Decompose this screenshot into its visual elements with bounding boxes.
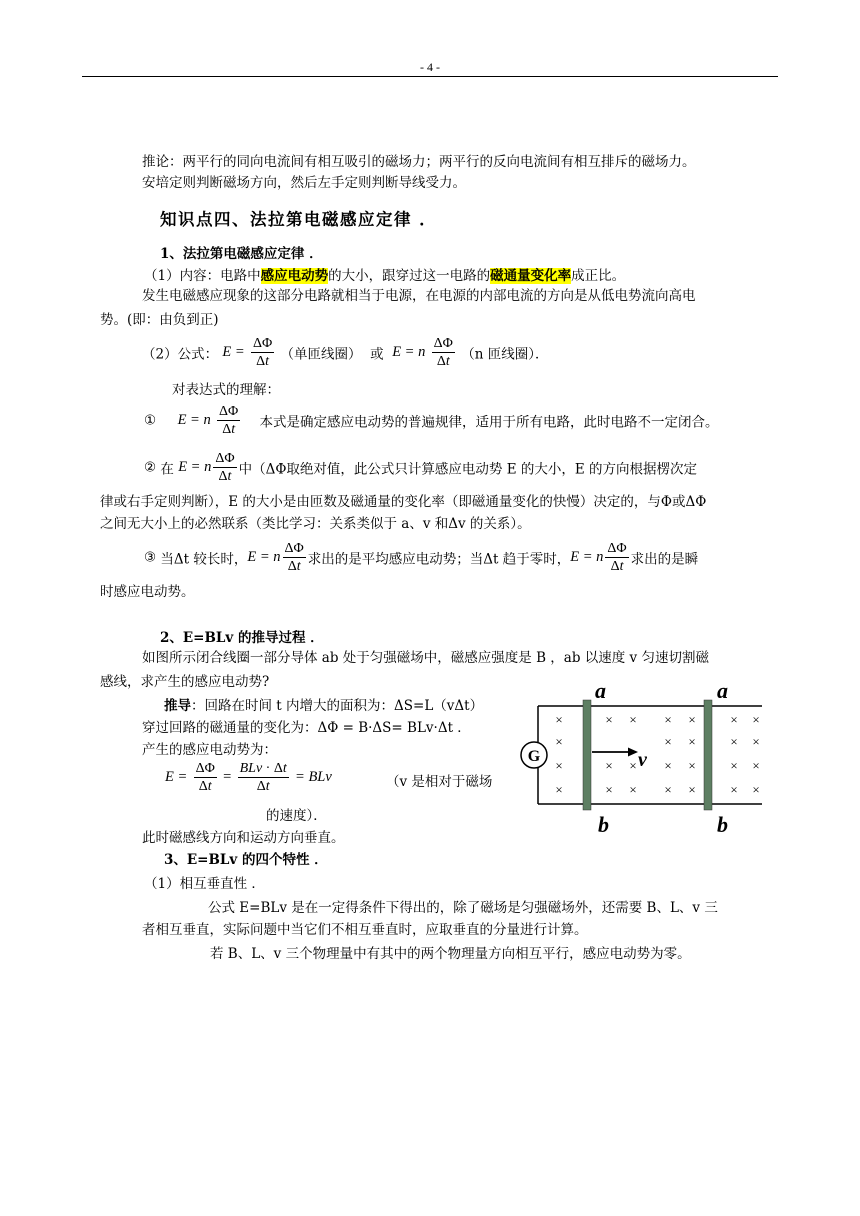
- item-2: [144, 450, 697, 485]
- formula-e-single: E =: [222, 344, 245, 360]
- intro-line-1: 推论：两平行的同向电流间有相互吸引的磁场力；两平行的反向电流间有相互排斥的磁场力。: [142, 154, 696, 170]
- field-cross: ×: [730, 782, 738, 797]
- label-b-left: b: [598, 812, 609, 837]
- item-3: [144, 540, 698, 575]
- item2-formula: E = n: [178, 459, 212, 475]
- formula-multi: （n 匝线圈）．: [461, 346, 549, 363]
- field-cross: ×: [730, 734, 738, 749]
- velocity-label: v: [638, 749, 647, 771]
- field-cross: ×: [555, 782, 563, 797]
- field-cross: ×: [664, 734, 672, 749]
- derive-line-4: 此时磁感线方向和运动方向垂直。: [142, 830, 345, 846]
- field-cross: ×: [752, 712, 760, 727]
- field-cross: ×: [688, 734, 696, 749]
- highlight-flux-rate: 磁通量变化率: [490, 268, 572, 284]
- label-a-left: a: [595, 680, 606, 703]
- sub3-title: 3、E=BLv 的四个特性 ．: [164, 852, 328, 868]
- frac-multi: $\frac{\Delta\Phi}{\Delta t}$: [433, 336, 453, 369]
- item3-frac-1: $\frac{\Delta\Phi}{\Delta t}$: [284, 541, 304, 574]
- formula-line: [142, 335, 548, 370]
- content-post: 成正比。: [571, 268, 626, 284]
- derive-line-2: 穿过回路的磁通量的变化为：ΔΦ = B·ΔS= BLv·Δt ．: [142, 720, 471, 736]
- highlight-emf: 感应电动势: [260, 268, 329, 284]
- sub2-title: 2、E=BLv 的推导过程 ．: [160, 630, 324, 646]
- para-b: 势。(即：由负到正): [100, 312, 219, 328]
- item1-mark: ①: [144, 412, 157, 429]
- field-cross: ×: [730, 758, 738, 773]
- sub2-para-1: 如图所示闭合线圈一部分导体 ab 处于匀强磁场中，磁感应强度是 B ，ab 以速度 v 匀速切割磁: [142, 650, 709, 666]
- formula-label: （2）公式：: [142, 346, 219, 363]
- item2-line-3: 之间无大小上的必然联系（类比学习：关系类似于 a、v 和Δv 的关系）。: [100, 516, 531, 532]
- field-cross: ×: [555, 758, 563, 773]
- field-cross: ×: [688, 782, 696, 797]
- derive-note: （v 是相对于磁场: [386, 774, 493, 790]
- item2-mark: ②: [144, 459, 157, 476]
- item2-line-2: 律或右手定则判断），E 的大小是由匝数及磁通量的变化率（即磁通量变化的快慢）决定的，与Φ或ΔΦ: [100, 494, 707, 510]
- page-number: - 4 -: [420, 60, 440, 74]
- item3-c: 求出的是瞬: [630, 551, 699, 568]
- derive-label: 推导: [164, 698, 191, 714]
- derive-1: ：回路在时间 t 内增大的面积为：ΔS=L（vΔt）: [191, 698, 484, 714]
- derive-line-1: [164, 694, 483, 714]
- label-b-right: b: [717, 812, 728, 837]
- field-cross: ×: [664, 782, 672, 797]
- field-cross: ×: [752, 782, 760, 797]
- field-cross: ×: [730, 712, 738, 727]
- field-cross: ×: [555, 734, 563, 749]
- field-cross: ×: [605, 758, 613, 773]
- section-title: 知识点四、法拉第电磁感应定律 ．: [160, 210, 438, 229]
- field-cross: ×: [629, 712, 637, 727]
- frac-single: $\frac{\Delta\Phi}{\Delta t}$: [252, 336, 273, 369]
- field-cross: ×: [752, 734, 760, 749]
- label-a-right: a: [717, 680, 728, 703]
- formula-or: 或: [370, 346, 384, 363]
- sub2-para-2: 感线，求产生的感应电动势?: [100, 674, 270, 690]
- sub3-para-3: 若 B、L、v 三个物理量中有其中的两个物理量方向相互平行，感应电动势为零。: [210, 946, 691, 962]
- conductor-bar-right: [704, 700, 712, 810]
- item2-frac: $\frac{\Delta\Phi}{\Delta t}$: [215, 451, 235, 484]
- derive-line-3: 产生的感应电动势为：: [142, 742, 277, 758]
- item3-frac-2: $\frac{\Delta\Phi}{\Delta t}$: [607, 541, 627, 574]
- item1-frac: $\frac{\Delta\Phi}{\Delta t}$: [219, 404, 239, 437]
- item3-formula-2: E = n: [570, 549, 604, 565]
- field-cross: ×: [629, 782, 637, 797]
- sub3-para-2: 者相互垂直，实际问题中当它们不相互垂直时，应取垂直的分量进行计算。: [142, 922, 588, 938]
- item3-mark: ③: [144, 549, 157, 566]
- field-cross: ×: [688, 712, 696, 727]
- content-pre: （1）内容：电路中: [144, 268, 261, 284]
- para-a: 发生电磁感应现象的这部分电路就相当于电源，在电源的内部电流的方向是从低电势流向高电: [142, 288, 696, 304]
- item3-formula-1: E = n: [247, 549, 281, 565]
- field-cross: ×: [664, 712, 672, 727]
- item2-text: 中（ΔΦ取绝对值，此公式只计算感应电动势 E 的大小，E 的方向根据楞次定: [238, 461, 698, 478]
- field-cross: ×: [688, 758, 696, 773]
- intro-line-2: 安培定则判断磁场方向，然后左手定则判断导线受力。: [142, 175, 466, 191]
- field-cross: ×: [555, 712, 563, 727]
- sub3-item-1: （1）相互垂直性 ．: [144, 876, 265, 892]
- induction-figure: [512, 680, 772, 840]
- sub3-para-1: 公式 E=BLv 是在一定得条件下得出的，除了磁场是匀强磁场外，还需要 B、L、v 三: [208, 900, 718, 916]
- item1-formula: E = n: [177, 412, 211, 428]
- content-mid: 的大小，跟穿过这一电路的: [328, 268, 491, 284]
- item3-line-2: 时感应电动势。: [100, 584, 195, 600]
- velocity-arrow-icon: [628, 748, 638, 757]
- item2-pre: 在: [160, 461, 174, 478]
- item-1: [144, 403, 718, 438]
- item1-text: 本式是确定感应电动势的普遍规律，适用于所有电路，此时电路不一定闭合。: [259, 414, 719, 431]
- header-rule: [82, 76, 778, 77]
- derive-note-2: 的速度）．: [266, 808, 327, 824]
- field-cross: ×: [629, 758, 637, 773]
- item3-b: 求出的是平均感应电动势；当Δt 趋于零时，: [307, 551, 571, 568]
- conductor-bar-left: [583, 700, 591, 810]
- item3-a: 当Δt 较长时，: [160, 551, 248, 568]
- field-cross: ×: [664, 758, 672, 773]
- field-cross: ×: [752, 758, 760, 773]
- formula-e-multi: E = n: [392, 344, 426, 360]
- derive-equation: E = $\frac{\Delta\Phi}{\Delta t}$ = $\frac{\text{BLv · Δt}}{\Delta t}$ = BLv: [165, 761, 332, 794]
- galvanometer-label: G: [527, 748, 541, 765]
- field-cross: ×: [605, 712, 613, 727]
- content-line: [144, 264, 625, 284]
- formula-single: （单匝线圈）: [280, 346, 362, 363]
- understand-label: 对表达式的理解：: [172, 382, 280, 398]
- sub1-title: 1、法拉第电磁感应定律 ．: [160, 246, 323, 262]
- field-cross: ×: [605, 782, 613, 797]
